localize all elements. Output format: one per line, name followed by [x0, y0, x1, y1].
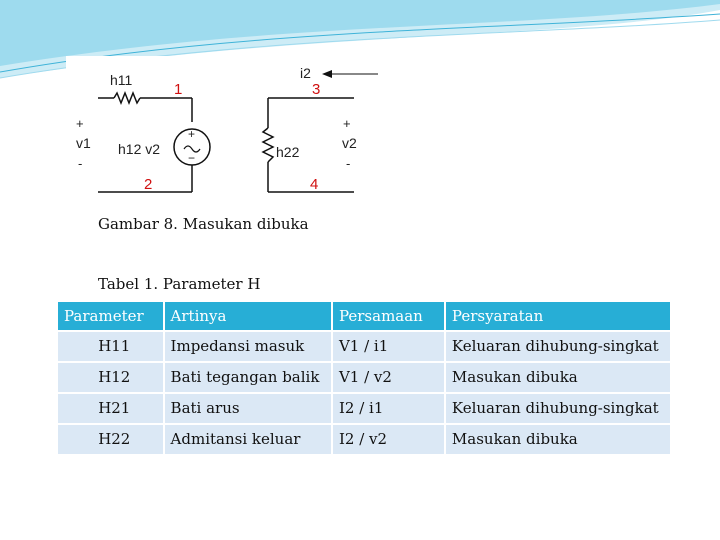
h-parameter-table — [56, 300, 672, 456]
cell-parameter: H11 — [58, 332, 163, 361]
source-minus: − — [188, 151, 196, 165]
cell-meaning: Impedansi masuk — [165, 332, 331, 361]
current-arrow-icon — [322, 70, 332, 78]
label-v1: v1 — [76, 135, 91, 151]
label-minus-right: - — [346, 156, 351, 171]
table-header-row — [58, 302, 670, 330]
header-parameter: Parameter — [58, 302, 163, 330]
source-plus: + — [188, 127, 196, 141]
label-minus-left: - — [78, 156, 83, 171]
table-row — [58, 394, 670, 423]
header-persyaratan: Persyaratan — [446, 302, 670, 330]
h11-resistor — [114, 93, 140, 103]
cell-condition: Masukan dibuka — [446, 363, 670, 392]
cell-equation: V1 / v2 — [333, 363, 444, 392]
cell-meaning: Admitansi keluar — [165, 425, 331, 454]
cell-condition: Masukan dibuka — [446, 425, 670, 454]
label-h22: h22 — [276, 144, 300, 160]
cell-equation: I2 / v2 — [333, 425, 444, 454]
cell-parameter: H12 — [58, 363, 163, 392]
cell-parameter: H21 — [58, 394, 163, 423]
label-i2: i2 — [300, 65, 311, 81]
cell-meaning: Bati arus — [165, 394, 331, 423]
table-caption: Tabel 1. Parameter H — [98, 275, 261, 293]
cell-meaning: Bati tegangan balik — [165, 363, 331, 392]
table-row — [58, 332, 670, 361]
cell-parameter: H22 — [58, 425, 163, 454]
cell-condition: Keluaran dihubung-singkat — [446, 332, 670, 361]
circuit-diagram — [66, 56, 384, 212]
node-label-4: 4 — [310, 176, 319, 193]
table-row — [58, 425, 670, 454]
node-label-3: 3 — [312, 81, 321, 98]
h22-resistor — [263, 128, 273, 162]
header-artinya: Artinya — [165, 302, 331, 330]
table-row — [58, 363, 670, 392]
header-persamaan: Persamaan — [333, 302, 444, 330]
label-v2: v2 — [342, 135, 357, 151]
label-plus-right: + — [343, 116, 351, 131]
figure-caption: Gambar 8. Masukan dibuka — [98, 215, 309, 233]
cell-condition: Keluaran dihubung-singkat — [446, 394, 670, 423]
cell-equation: V1 / i1 — [333, 332, 444, 361]
node-label-2: 2 — [144, 176, 153, 193]
label-h12v2: h12 v2 — [118, 141, 161, 157]
label-plus-left: + — [76, 116, 84, 131]
cell-equation: I2 / i1 — [333, 394, 444, 423]
label-h11: h11 — [110, 72, 133, 88]
node-label-1: 1 — [174, 81, 183, 98]
